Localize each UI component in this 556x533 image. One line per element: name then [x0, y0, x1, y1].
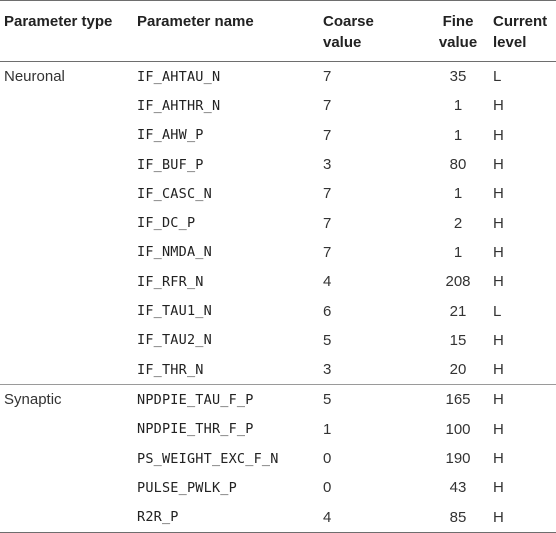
level-value-text: L [493, 302, 502, 320]
cell-parameter-type [0, 208, 137, 237]
header-fine-text: Fine value [438, 13, 478, 51]
level-value-text: H [493, 273, 504, 291]
cell-current-level [493, 296, 556, 325]
cell-fine-value: 2 [453, 214, 463, 232]
cell-fine-value: 190 [445, 450, 471, 467]
cell-coarse-value [323, 296, 423, 325]
level-value-text: H [493, 420, 504, 438]
coarse-value-text: 7 [323, 243, 332, 261]
cell-current-level [493, 502, 556, 532]
cell-fine-value: 43 [449, 479, 467, 497]
table-row [0, 355, 556, 385]
header-coarse-text: Coarse value [323, 13, 374, 51]
level-value-text: L [493, 68, 502, 86]
cell-coarse-value [323, 267, 423, 296]
coarse-value-text: 7 [323, 214, 332, 232]
cell-parameter-name: IF_TAU2_N [137, 332, 212, 349]
table-row [0, 91, 556, 120]
cell-current-level [493, 444, 556, 473]
table-row [0, 208, 556, 237]
level-value-text: H [493, 361, 504, 379]
cell-current-level [493, 267, 556, 296]
cell-current-level [493, 62, 556, 92]
cell-current-level [493, 473, 556, 502]
cell-parameter-type [0, 267, 137, 296]
cell-fine-value: 1 [453, 126, 463, 144]
cell-parameter-type [0, 238, 137, 267]
table-row [0, 326, 556, 355]
cell-fine-value: 80 [449, 156, 467, 174]
cell-current-level [493, 326, 556, 355]
coarse-value-text: 0 [323, 450, 332, 467]
coarse-value-text: 3 [323, 156, 332, 174]
cell-coarse-value [323, 444, 423, 473]
cell-current-level [493, 385, 556, 415]
cell-parameter-type [0, 121, 137, 150]
level-value-text: H [493, 126, 504, 144]
cell-coarse-value [323, 473, 423, 502]
table-row [0, 444, 556, 473]
table-row [0, 296, 556, 325]
cell-fine-value: 208 [445, 273, 471, 291]
level-value-text: H [493, 185, 504, 203]
cell-coarse-value [323, 238, 423, 267]
table-row [0, 473, 556, 502]
cell-fine-value: 20 [449, 361, 467, 379]
coarse-value-text: 7 [323, 68, 332, 86]
cell-parameter-type: Neuronal [4, 68, 65, 86]
level-value-text: H [493, 479, 504, 497]
coarse-value-text: 4 [323, 508, 332, 526]
cell-parameter-type [0, 150, 137, 179]
table-row [0, 385, 556, 415]
cell-parameter-name: PULSE_PWLK_P [137, 479, 237, 496]
cell-fine-value: 21 [449, 302, 467, 320]
table-header-row [0, 1, 556, 62]
cell-parameter-name: PS_WEIGHT_EXC_F_N [137, 450, 279, 467]
coarse-value-text: 5 [323, 331, 332, 349]
cell-current-level [493, 179, 556, 208]
cell-coarse-value [323, 326, 423, 355]
level-value-text: H [493, 508, 504, 526]
cell-coarse-value [323, 179, 423, 208]
header-fine-value [423, 1, 493, 62]
coarse-value-text: 7 [323, 185, 332, 203]
level-value-text: H [493, 97, 504, 115]
level-value-text: H [493, 450, 504, 467]
coarse-value-text: 5 [323, 391, 332, 409]
cell-current-level [493, 355, 556, 385]
cell-parameter-type: Synaptic [0, 385, 137, 415]
table-row [0, 267, 556, 296]
cell-coarse-value [323, 415, 423, 444]
coarse-value-text: 7 [323, 126, 332, 144]
cell-current-level [493, 150, 556, 179]
level-value-text: H [493, 156, 504, 174]
coarse-value-text: 7 [323, 97, 332, 115]
cell-parameter-type [0, 502, 137, 532]
coarse-value-text: 1 [323, 420, 332, 438]
coarse-value-text: 6 [323, 302, 332, 320]
level-value-text: H [493, 214, 504, 232]
cell-parameter-type [0, 444, 137, 473]
coarse-value-text: 0 [323, 479, 332, 497]
cell-parameter-type [0, 326, 137, 355]
cell-parameter-type [0, 91, 137, 120]
cell-parameter-type [0, 296, 137, 325]
cell-parameter-name: IF_RFR_N [137, 273, 204, 290]
table-row [0, 238, 556, 267]
cell-coarse-value [323, 208, 423, 237]
header-parameter-name: Parameter name [137, 13, 254, 30]
cell-parameter-name: IF_NMDA_N [137, 244, 212, 261]
cell-current-level [493, 415, 556, 444]
cell-parameter-name: IF_AHTHR_N [137, 97, 221, 114]
coarse-value-text: 4 [323, 273, 332, 291]
cell-coarse-value [323, 385, 423, 415]
cell-fine-value: 1 [453, 97, 463, 115]
level-value-text: H [493, 243, 504, 261]
cell-parameter-name: NPDPIE_THR_F_P [137, 421, 254, 438]
cell-parameter-name: IF_AHTAU_N [137, 68, 221, 85]
cell-parameter-name: IF_AHW_P [137, 127, 204, 144]
cell-parameter-name: NPDPIE_TAU_F_P [137, 385, 323, 415]
table-body [0, 62, 556, 533]
cell-fine-value: 1 [453, 185, 463, 203]
table-row [0, 415, 556, 444]
cell-current-level [493, 238, 556, 267]
table-row [0, 179, 556, 208]
cell-parameter-name: IF_DC_P [137, 215, 196, 232]
cell-fine-value: 1 [453, 243, 463, 261]
cell-coarse-value [323, 355, 423, 385]
header-coarse-value [323, 1, 423, 62]
header-current-level [493, 1, 556, 62]
cell-current-level [493, 121, 556, 150]
cell-parameter-name: R2R_P [137, 502, 323, 532]
cell-parameter-type [0, 415, 137, 444]
cell-parameter-name: IF_CASC_N [137, 185, 212, 202]
cell-coarse-value [323, 121, 423, 150]
table-row [0, 121, 556, 150]
cell-parameter-name: IF_BUF_P [137, 156, 204, 173]
cell-fine-value: 35 [449, 68, 467, 86]
level-value-text: H [493, 391, 504, 409]
coarse-value-text: 3 [323, 361, 332, 379]
cell-coarse-value [323, 150, 423, 179]
header-parameter-type: Parameter type [4, 13, 113, 30]
header-level-text: Current level [493, 13, 548, 51]
cell-fine-value: 85 [423, 502, 493, 532]
cell-parameter-type [0, 179, 137, 208]
table-row [0, 62, 556, 92]
cell-coarse-value [323, 91, 423, 120]
cell-current-level [493, 91, 556, 120]
cell-fine-value: 165 [423, 385, 493, 415]
cell-fine-value: 15 [449, 331, 467, 349]
cell-coarse-value [323, 62, 423, 92]
level-value-text: H [493, 331, 504, 349]
cell-parameter-name: IF_THR_N [137, 361, 204, 378]
cell-coarse-value [323, 502, 423, 532]
cell-parameter-type [0, 473, 137, 502]
table-row [0, 502, 556, 532]
cell-parameter-name: IF_TAU1_N [137, 303, 212, 320]
cell-current-level [493, 208, 556, 237]
cell-parameter-type [0, 355, 137, 385]
cell-fine-value: 100 [445, 420, 471, 438]
table-row [0, 150, 556, 179]
